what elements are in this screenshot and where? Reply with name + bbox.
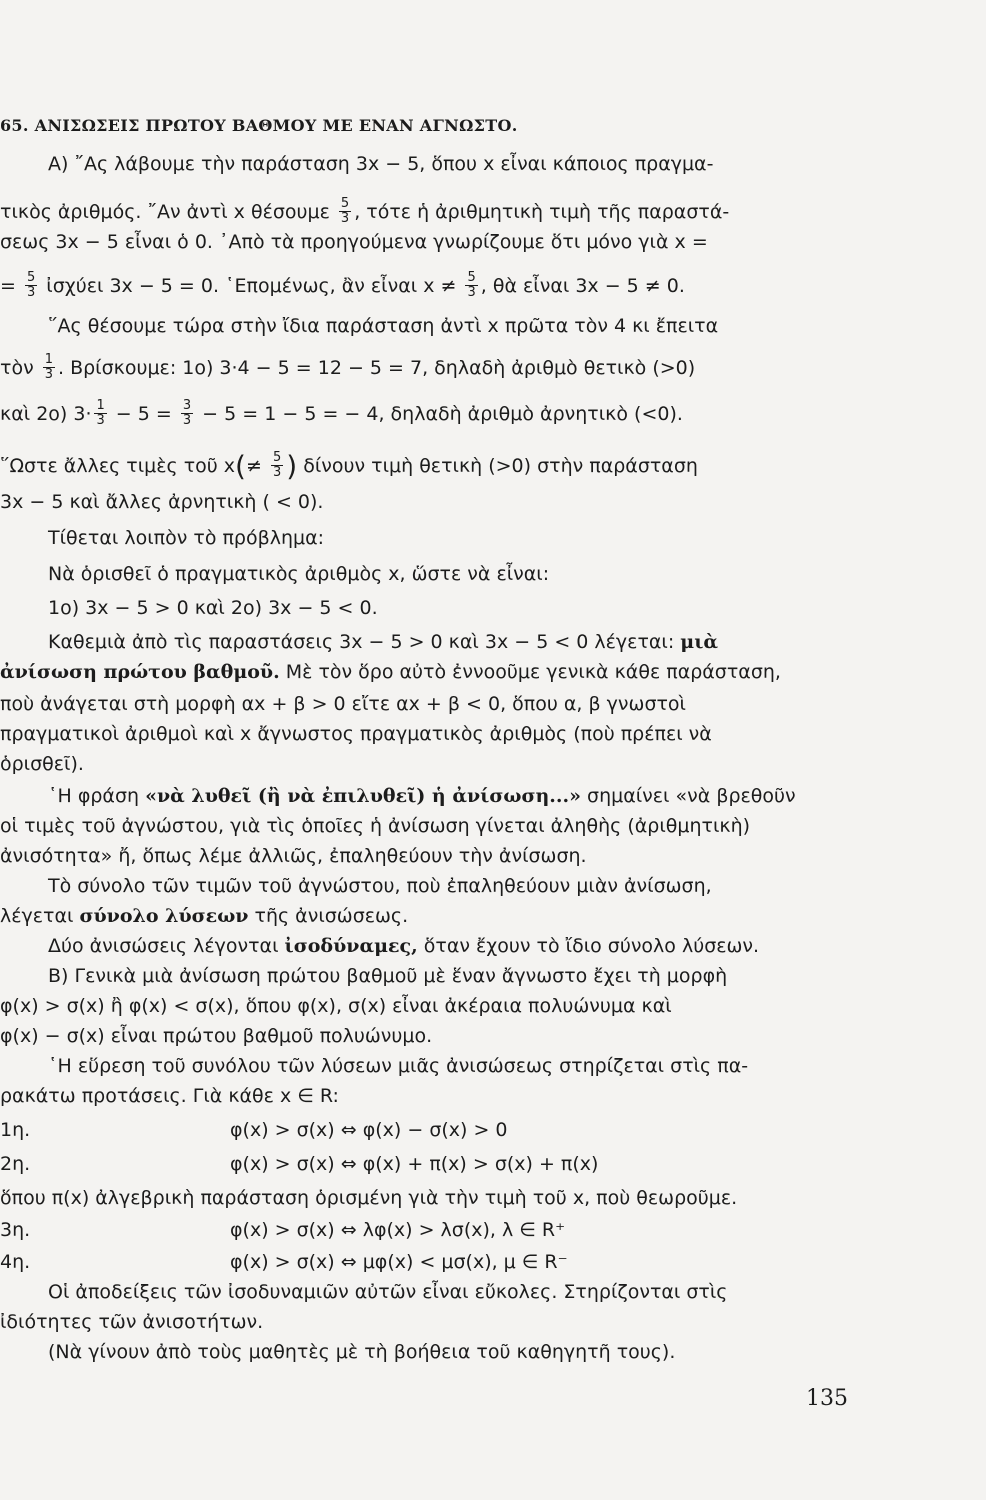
fraction: $\frac{1}{3}$ [96,398,105,428]
text-line: Δύο ἀνισώσεις λέγονται ἰσοδύναμες, ὅταν ἔχουν τὸ ἴδιο σύνολο λύσεων. [48,935,760,957]
text-line: οἱ τιμὲς τοῦ ἀγνώστου, γιὰ τὶς ὁποῖες ἡ ἀνίσωση γίνεται ἀληθὴς (ἀριθμητικὴ) [0,815,751,837]
text-line: Τίθεται λοιπὸν τὸ πρόβλημα: [48,527,325,549]
bold-term: ἀνίσωση πρώτου βαθμοῦ. [0,661,280,683]
text-line: (Νὰ γίνουν ἀπὸ τοὺς μαθητὲς μὲ τὴ βοήθεια τοῦ καθηγητῆ τους). [48,1341,676,1363]
rule-line [0,1218,986,1242]
fraction: $\frac{5}{3}$ [340,196,350,226]
bold-term: «νὰ λυθεῖ (ἢ νὰ ἐπιλυθεῖ) ἡ ἀνίσωση...» [145,785,581,807]
text-line: Τὸ σύνολο τῶν τιμῶν τοῦ ἀγνώστου, ποὺ ἐπαληθεύουν μιὰν ἀνίσωση, [48,875,712,897]
text-line: λέγεται σύνολο λύσεων τῆς ἀνισώσεως. [0,905,409,927]
text-line: ῾Η φράση «νὰ λυθεῖ (ἢ νὰ ἐπιλυθεῖ) ἡ ἀνίσωση...» σημαίνει «νὰ βρεθοῦν [48,785,796,807]
text-line: ῾Η εὕρεση τοῦ συνόλου τῶν λύσεων μιᾶς ἀνισώσεως στηρίζεται στὶς πα- [48,1055,749,1077]
text-line: ρακάτω προτάσεις. Γιὰ κάθε x ∈ R: [0,1085,339,1107]
text-line: καὶ 2ο) 3· $\frac{1}{3}$ − 5 = $\frac{3}{3}$ − 5 = 1 − 5 = − 4, δηλαδὴ ἀριθμὸ ἀρνητικὸ (<0). [0,398,683,428]
text-line: ἀνίσωση πρώτου βαθμοῦ. Μὲ τὸν ὅρο αὐτὸ ἐννοοῦμε γενικὰ κάθε παράσταση, [0,661,781,683]
text-line: πραγματικοὶ ἀριθμοὶ καὶ x ἄγνωστος πραγματικὸς ἀριθμὸς (ποὺ πρέπει νὰ [0,723,712,745]
text-line: ὁρισθεῖ). [0,753,84,775]
text-line: ποὺ ἀνάγεται στὴ μορφὴ αx + β > 0 εἴτε αx + β < 0, ὅπου α, β γνωστοὶ [0,693,686,715]
rule-expression: φ(x) > σ(x) ⇔ λφ(x) > λσ(x), λ ∈ R⁺ [230,1219,566,1241]
rule-expression: φ(x) > σ(x) ⇔ μφ(x) < μσ(x), μ ∈ R⁻ [230,1251,568,1273]
rule-label: 2η. [0,1153,31,1175]
fraction: $\frac{5}{3}$ [467,270,476,300]
bold-term: μιὰ [680,631,719,653]
text-line: ῞Ας θέσουμε τώρα στὴν ἴδια παράσταση ἀντὶ x πρῶτα τὸν 4 κι ἔπειτα [48,315,719,337]
rule-label: 4η. [0,1251,31,1273]
rule-line [0,1250,986,1274]
text-line: τὸν $\frac{1}{3}$ . Βρίσκουμε: 1ο) 3·4 − 5 = 12 − 5 = 7, δηλαδὴ ἀριθμὸ θετικὸ (>0) [0,352,696,382]
rule-label: 3η. [0,1219,31,1241]
page-number: 135 [806,1386,848,1411]
rule-line [0,1152,986,1176]
text-line: φ(x) − σ(x) εἶναι πρώτου βαθμοῦ πολυώνυμο. [0,1025,433,1047]
section-heading: 65. ΑΝΙΣΩΣΕΙΣ ΠΡΩΤΟΥ ΒΑΘΜΟΥ ΜΕ ΕΝΑΝ ΑΓΝΩΣΤΟ. [0,116,518,135]
text-line: Β) Γενικὰ μιὰ ἀνίσωση πρώτου βαθμοῦ μὲ ἕναν ἄγνωστο ἔχει τὴ μορφὴ [48,965,728,987]
rule-line [0,1118,986,1142]
text-line: 1ο) 3x − 5 > 0 καὶ 2ο) 3x − 5 < 0. [48,597,378,619]
text-line: Οἱ ἀποδείξεις τῶν ἰσοδυναμιῶν αὐτῶν εἶναι εὔκολες. Στηρίζονται στὶς [48,1281,728,1303]
fraction: $\frac{3}{3}$ [182,398,192,428]
text-line: Καθεμιὰ ἀπὸ τὶς παραστάσεις 3x − 5 > 0 καὶ 3x − 5 < 0 λέγεται: μιὰ [48,631,719,653]
text-line: ῞Ωστε ἄλλες τιμὲς τοῦ x(≠ $\frac{5}{3}$ ) δίνουν τιμὴ θετικὴ (>0) στὴν παράσταση [0,449,698,483]
text-line: φ(x) > σ(x) ἢ φ(x) < σ(x), ὅπου φ(x), σ(x) εἶναι ἀκέραια πολυώνυμα καὶ [0,995,672,1017]
text-line: ὅπου π(x) ἀλγεβρικὴ παράσταση ὁρισμένη γιὰ τὴν τιμὴ τοῦ x, ποὺ θεωροῦμε. [0,1187,738,1209]
text-line: Νὰ ὁρισθεῖ ὁ πραγματικὸς ἀριθμὸς x, ὥστε νὰ εἶναι: [48,563,550,585]
fraction: $\frac{5}{3}$ [272,450,282,480]
fraction: $\frac{1}{3}$ [44,352,53,382]
text-line: 3x − 5 καὶ ἄλλες ἀρνητικὴ ( < 0). [0,491,324,513]
text-line: = $\frac{5}{3}$ ἰσχύει 3x − 5 = 0. ῾Επομένως, ἂν εἶναι x ≠ $\frac{5}{3}$ , θὰ εἶναι 3x − 5 ≠ 0. [0,270,685,300]
bold-term: ἰσοδύναμες, [284,935,418,957]
text-line: σεως 3x − 5 εἶναι ὁ 0. ᾽Απὸ τὰ προηγούμενα γνωρίζουμε ὅτι μόνο γιὰ x = [0,231,708,253]
bold-term: σύνολο λύσεων [79,905,249,927]
fraction: $\frac{5}{3}$ [26,270,36,300]
text-line: Α) ῎Ας λάβουμε τὴν παράσταση 3x − 5, ὅπου x εἶναι κάποιος πραγμα- [48,153,714,175]
text-line: ἀνισότητα» ἤ, ὅπως λέμε ἀλλιῶς, ἐπαληθεύουν τὴν ἀνίσωση. [0,845,587,867]
rule-label: 1η. [0,1119,31,1141]
rule-expression: φ(x) > σ(x) ⇔ φ(x) + π(x) > σ(x) + π(x) [230,1153,599,1175]
text-line: ἰδιότητες τῶν ἀνισοτήτων. [0,1311,264,1333]
text-line: τικὸς ἀριθμός. ῎Αν ἀντὶ x θέσουμε $\frac{5}{3}$ , τότε ἡ ἀριθμητικὴ τιμὴ τῆς παραστά- [0,196,730,226]
rule-expression: φ(x) > σ(x) ⇔ φ(x) − σ(x) > 0 [230,1119,508,1141]
